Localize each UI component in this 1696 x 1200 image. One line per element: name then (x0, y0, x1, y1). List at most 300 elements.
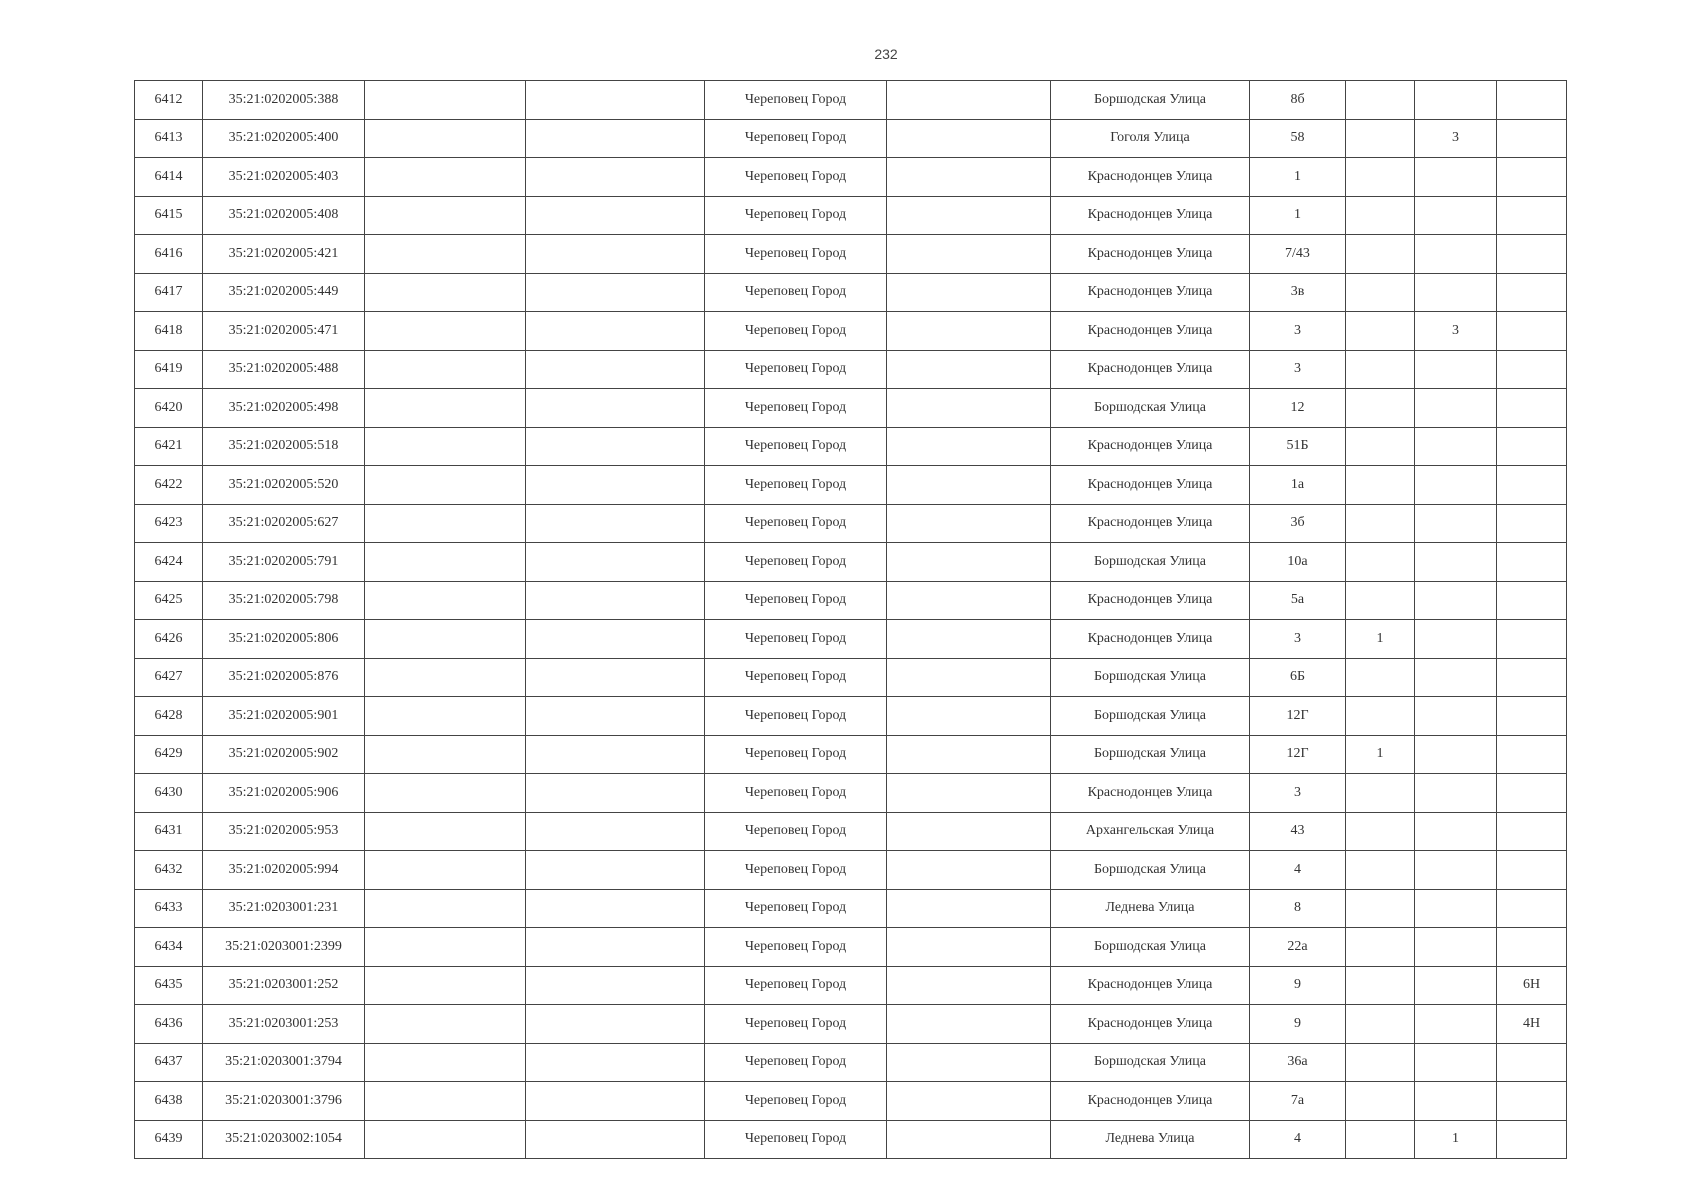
cadastral-number-cell: 35:21:0202005:876 (203, 658, 365, 697)
structure-cell (1415, 196, 1497, 235)
cadastral-number-cell: 35:21:0203001:231 (203, 889, 365, 928)
cadastral-number-cell: 35:21:0202005:498 (203, 389, 365, 428)
premises-cell (1497, 1043, 1567, 1082)
structure-cell (1415, 81, 1497, 120)
blank-cell-c (887, 466, 1051, 505)
structure-cell (1415, 658, 1497, 697)
blank-cell-b (526, 658, 705, 697)
premises-cell (1497, 273, 1567, 312)
structure-cell: 1 (1415, 1120, 1497, 1159)
blank-cell-b (526, 389, 705, 428)
table-row (135, 697, 1567, 736)
cadastral-number-cell: 35:21:0202005:798 (203, 581, 365, 620)
row-number-cell: 6431 (135, 812, 203, 851)
house-cell: 1 (1250, 158, 1346, 197)
house-cell: 4 (1250, 851, 1346, 890)
cadastral-number-cell: 35:21:0202005:471 (203, 312, 365, 351)
house-cell: 6Б (1250, 658, 1346, 697)
blank-cell-b (526, 196, 705, 235)
cadastral-number-cell: 35:21:0202005:906 (203, 774, 365, 813)
cadastral-number-cell: 35:21:0202005:520 (203, 466, 365, 505)
blank-cell-c (887, 158, 1051, 197)
row-number-cell: 6423 (135, 504, 203, 543)
street-cell: Краснодонцев Улица (1051, 158, 1250, 197)
blank-cell-c (887, 543, 1051, 582)
table-row (135, 543, 1567, 582)
row-number-cell: 6420 (135, 389, 203, 428)
cadastral-number-cell: 35:21:0202005:791 (203, 543, 365, 582)
premises-cell (1497, 620, 1567, 659)
street-cell: Краснодонцев Улица (1051, 427, 1250, 466)
settlement-cell: Череповец Город (705, 812, 887, 851)
building-cell (1346, 466, 1415, 505)
settlement-cell: Череповец Город (705, 1043, 887, 1082)
cadastral-number-cell: 35:21:0203001:3794 (203, 1043, 365, 1082)
row-number-cell: 6412 (135, 81, 203, 120)
cadastral-number-cell: 35:21:0202005:994 (203, 851, 365, 890)
settlement-cell: Череповец Город (705, 889, 887, 928)
settlement-cell: Череповец Город (705, 543, 887, 582)
blank-cell-b (526, 273, 705, 312)
building-cell (1346, 119, 1415, 158)
cadastral-number-cell: 35:21:0202005:449 (203, 273, 365, 312)
structure-cell: 3 (1415, 312, 1497, 351)
cadastral-number-cell: 35:21:0203001:252 (203, 966, 365, 1005)
blank-cell-b (526, 1005, 705, 1044)
building-cell (1346, 928, 1415, 967)
building-cell (1346, 1005, 1415, 1044)
blank-cell-a (365, 774, 526, 813)
premises-cell (1497, 774, 1567, 813)
blank-cell-c (887, 1005, 1051, 1044)
table-row (135, 196, 1567, 235)
blank-cell-a (365, 235, 526, 274)
registry-table-body (135, 81, 1567, 1159)
house-cell: 12Г (1250, 697, 1346, 736)
street-cell: Боршодская Улица (1051, 697, 1250, 736)
row-number-cell: 6415 (135, 196, 203, 235)
premises-cell (1497, 812, 1567, 851)
street-cell: Боршодская Улица (1051, 81, 1250, 120)
street-cell: Леднева Улица (1051, 1120, 1250, 1159)
building-cell (1346, 312, 1415, 351)
blank-cell-b (526, 966, 705, 1005)
row-number-cell: 6422 (135, 466, 203, 505)
building-cell (1346, 273, 1415, 312)
premises-cell (1497, 697, 1567, 736)
settlement-cell: Череповец Город (705, 273, 887, 312)
settlement-cell: Череповец Город (705, 735, 887, 774)
building-cell (1346, 966, 1415, 1005)
blank-cell-b (526, 735, 705, 774)
blank-cell-a (365, 928, 526, 967)
page-number: 232 (874, 46, 898, 62)
blank-cell-c (887, 1043, 1051, 1082)
cadastral-number-cell: 35:21:0202005:953 (203, 812, 365, 851)
settlement-cell: Череповец Город (705, 851, 887, 890)
premises-cell (1497, 350, 1567, 389)
premises-cell (1497, 235, 1567, 274)
street-cell: Краснодонцев Улица (1051, 350, 1250, 389)
structure-cell (1415, 697, 1497, 736)
house-cell: 9 (1250, 1005, 1346, 1044)
street-cell: Краснодонцев Улица (1051, 504, 1250, 543)
structure-cell (1415, 812, 1497, 851)
cadastral-number-cell: 35:21:0202005:518 (203, 427, 365, 466)
blank-cell-a (365, 889, 526, 928)
blank-cell-c (887, 504, 1051, 543)
structure-cell (1415, 966, 1497, 1005)
blank-cell-c (887, 1082, 1051, 1121)
structure-cell (1415, 466, 1497, 505)
row-number-cell: 6416 (135, 235, 203, 274)
table-row (135, 1043, 1567, 1082)
row-number-cell: 6419 (135, 350, 203, 389)
building-cell (1346, 889, 1415, 928)
settlement-cell: Череповец Город (705, 466, 887, 505)
table-row (135, 427, 1567, 466)
settlement-cell: Череповец Город (705, 235, 887, 274)
table-row (135, 1082, 1567, 1121)
cadastral-number-cell: 35:21:0203001:3796 (203, 1082, 365, 1121)
street-cell: Краснодонцев Улица (1051, 620, 1250, 659)
table-row (135, 851, 1567, 890)
settlement-cell: Череповец Город (705, 658, 887, 697)
street-cell: Краснодонцев Улица (1051, 196, 1250, 235)
street-cell: Краснодонцев Улица (1051, 235, 1250, 274)
structure-cell (1415, 427, 1497, 466)
structure-cell (1415, 1082, 1497, 1121)
row-number-cell: 6430 (135, 774, 203, 813)
cadastral-number-cell: 35:21:0202005:403 (203, 158, 365, 197)
table-row (135, 658, 1567, 697)
premises-cell (1497, 889, 1567, 928)
blank-cell-c (887, 620, 1051, 659)
structure-cell (1415, 504, 1497, 543)
settlement-cell: Череповец Город (705, 620, 887, 659)
settlement-cell: Череповец Город (705, 389, 887, 428)
building-cell (1346, 1082, 1415, 1121)
house-cell: 8 (1250, 889, 1346, 928)
blank-cell-a (365, 581, 526, 620)
premises-cell: 4Н (1497, 1005, 1567, 1044)
premises-cell (1497, 658, 1567, 697)
blank-cell-a (365, 1082, 526, 1121)
cadastral-number-cell: 35:21:0202005:488 (203, 350, 365, 389)
house-cell: 7/43 (1250, 235, 1346, 274)
house-cell: 12 (1250, 389, 1346, 428)
table-row (135, 81, 1567, 120)
house-cell: 3 (1250, 774, 1346, 813)
blank-cell-a (365, 620, 526, 659)
street-cell: Краснодонцев Улица (1051, 1082, 1250, 1121)
blank-cell-b (526, 1082, 705, 1121)
building-cell (1346, 851, 1415, 890)
building-cell: 1 (1346, 735, 1415, 774)
table-row (135, 928, 1567, 967)
premises-cell (1497, 504, 1567, 543)
premises-cell (1497, 312, 1567, 351)
premises-cell (1497, 158, 1567, 197)
premises-cell (1497, 735, 1567, 774)
structure-cell (1415, 273, 1497, 312)
table-row (135, 389, 1567, 428)
blank-cell-c (887, 312, 1051, 351)
structure-cell (1415, 389, 1497, 428)
row-number-cell: 6426 (135, 620, 203, 659)
blank-cell-a (365, 543, 526, 582)
structure-cell (1415, 158, 1497, 197)
street-cell: Боршодская Улица (1051, 1043, 1250, 1082)
cadastral-number-cell: 35:21:0202005:627 (203, 504, 365, 543)
street-cell: Боршодская Улица (1051, 851, 1250, 890)
building-cell (1346, 389, 1415, 428)
blank-cell-c (887, 774, 1051, 813)
blank-cell-b (526, 158, 705, 197)
structure-cell (1415, 620, 1497, 659)
street-cell: Краснодонцев Улица (1051, 966, 1250, 1005)
house-cell: 3б (1250, 504, 1346, 543)
settlement-cell: Череповец Город (705, 119, 887, 158)
blank-cell-a (365, 1120, 526, 1159)
street-cell: Краснодонцев Улица (1051, 581, 1250, 620)
table-row (135, 312, 1567, 351)
structure-cell (1415, 889, 1497, 928)
street-cell: Краснодонцев Улица (1051, 273, 1250, 312)
blank-cell-a (365, 119, 526, 158)
blank-cell-b (526, 466, 705, 505)
row-number-cell: 6414 (135, 158, 203, 197)
house-cell: 12Г (1250, 735, 1346, 774)
row-number-cell: 6425 (135, 581, 203, 620)
building-cell (1346, 350, 1415, 389)
settlement-cell: Череповец Город (705, 1120, 887, 1159)
row-number-cell: 6432 (135, 851, 203, 890)
street-cell: Краснодонцев Улица (1051, 774, 1250, 813)
blank-cell-c (887, 889, 1051, 928)
row-number-cell: 6429 (135, 735, 203, 774)
blank-cell-c (887, 812, 1051, 851)
building-cell (1346, 427, 1415, 466)
settlement-cell: Череповец Город (705, 81, 887, 120)
blank-cell-c (887, 581, 1051, 620)
row-number-cell: 6421 (135, 427, 203, 466)
cadastral-number-cell: 35:21:0202005:400 (203, 119, 365, 158)
building-cell (1346, 812, 1415, 851)
table-row (135, 966, 1567, 1005)
table-row (135, 350, 1567, 389)
blank-cell-b (526, 1043, 705, 1082)
building-cell (1346, 504, 1415, 543)
building-cell (1346, 1120, 1415, 1159)
blank-cell-a (365, 312, 526, 351)
house-cell: 3в (1250, 273, 1346, 312)
street-cell: Гоголя Улица (1051, 119, 1250, 158)
settlement-cell: Череповец Город (705, 697, 887, 736)
house-cell: 3 (1250, 620, 1346, 659)
blank-cell-c (887, 119, 1051, 158)
house-cell: 10а (1250, 543, 1346, 582)
table-row (135, 504, 1567, 543)
house-cell: 5а (1250, 581, 1346, 620)
blank-cell-c (887, 928, 1051, 967)
table-row (135, 119, 1567, 158)
table-row (135, 889, 1567, 928)
blank-cell-b (526, 928, 705, 967)
blank-cell-b (526, 812, 705, 851)
row-number-cell: 6436 (135, 1005, 203, 1044)
blank-cell-b (526, 1120, 705, 1159)
premises-cell (1497, 119, 1567, 158)
blank-cell-a (365, 1005, 526, 1044)
blank-cell-c (887, 389, 1051, 428)
house-cell: 8б (1250, 81, 1346, 120)
blank-cell-b (526, 774, 705, 813)
blank-cell-b (526, 889, 705, 928)
settlement-cell: Череповец Город (705, 196, 887, 235)
blank-cell-a (365, 504, 526, 543)
row-number-cell: 6437 (135, 1043, 203, 1082)
structure-cell (1415, 1005, 1497, 1044)
blank-cell-c (887, 196, 1051, 235)
blank-cell-c (887, 658, 1051, 697)
street-cell: Боршодская Улица (1051, 735, 1250, 774)
building-cell (1346, 774, 1415, 813)
house-cell: 9 (1250, 966, 1346, 1005)
cadastral-number-cell: 35:21:0203001:2399 (203, 928, 365, 967)
house-cell: 3 (1250, 312, 1346, 351)
blank-cell-a (365, 735, 526, 774)
table-row (135, 1005, 1567, 1044)
table-row (135, 273, 1567, 312)
premises-cell (1497, 389, 1567, 428)
house-cell: 36а (1250, 1043, 1346, 1082)
street-cell: Краснодонцев Улица (1051, 1005, 1250, 1044)
structure-cell (1415, 543, 1497, 582)
settlement-cell: Череповец Город (705, 1082, 887, 1121)
blank-cell-c (887, 966, 1051, 1005)
premises-cell (1497, 196, 1567, 235)
blank-cell-a (365, 851, 526, 890)
row-number-cell: 6418 (135, 312, 203, 351)
building-cell (1346, 543, 1415, 582)
building-cell (1346, 697, 1415, 736)
blank-cell-c (887, 350, 1051, 389)
house-cell: 7а (1250, 1082, 1346, 1121)
cadastral-number-cell: 35:21:0202005:902 (203, 735, 365, 774)
premises-cell (1497, 851, 1567, 890)
blank-cell-b (526, 235, 705, 274)
building-cell: 1 (1346, 620, 1415, 659)
structure-cell: 3 (1415, 119, 1497, 158)
blank-cell-b (526, 119, 705, 158)
blank-cell-b (526, 81, 705, 120)
building-cell (1346, 196, 1415, 235)
cadastral-number-cell: 35:21:0202005:806 (203, 620, 365, 659)
blank-cell-a (365, 81, 526, 120)
blank-cell-b (526, 543, 705, 582)
row-number-cell: 6417 (135, 273, 203, 312)
table-row (135, 1120, 1567, 1159)
street-cell: Боршодская Улица (1051, 928, 1250, 967)
row-number-cell: 6413 (135, 119, 203, 158)
settlement-cell: Череповец Город (705, 774, 887, 813)
structure-cell (1415, 235, 1497, 274)
structure-cell (1415, 1043, 1497, 1082)
blank-cell-c (887, 81, 1051, 120)
structure-cell (1415, 774, 1497, 813)
street-cell: Боршодская Улица (1051, 543, 1250, 582)
settlement-cell: Череповец Город (705, 1005, 887, 1044)
premises-cell (1497, 543, 1567, 582)
cadastral-number-cell: 35:21:0202005:901 (203, 697, 365, 736)
house-cell: 51Б (1250, 427, 1346, 466)
house-cell: 4 (1250, 1120, 1346, 1159)
building-cell (1346, 158, 1415, 197)
street-cell: Леднева Улица (1051, 889, 1250, 928)
table-row (135, 581, 1567, 620)
blank-cell-b (526, 312, 705, 351)
table-row (135, 812, 1567, 851)
premises-cell (1497, 81, 1567, 120)
row-number-cell: 6439 (135, 1120, 203, 1159)
blank-cell-c (887, 235, 1051, 274)
table-row (135, 235, 1567, 274)
row-number-cell: 6433 (135, 889, 203, 928)
blank-cell-b (526, 620, 705, 659)
house-cell: 3 (1250, 350, 1346, 389)
blank-cell-b (526, 851, 705, 890)
settlement-cell: Череповец Город (705, 928, 887, 967)
premises-cell (1497, 427, 1567, 466)
table-row (135, 620, 1567, 659)
row-number-cell: 6428 (135, 697, 203, 736)
settlement-cell: Череповец Город (705, 312, 887, 351)
premises-cell (1497, 581, 1567, 620)
blank-cell-a (365, 389, 526, 428)
blank-cell-a (365, 697, 526, 736)
cadastral-number-cell: 35:21:0202005:388 (203, 81, 365, 120)
building-cell (1346, 658, 1415, 697)
blank-cell-b (526, 581, 705, 620)
blank-cell-a (365, 158, 526, 197)
building-cell (1346, 81, 1415, 120)
cadastral-number-cell: 35:21:0203001:253 (203, 1005, 365, 1044)
row-number-cell: 6424 (135, 543, 203, 582)
premises-cell (1497, 1082, 1567, 1121)
registry-table (134, 80, 1567, 1159)
blank-cell-c (887, 273, 1051, 312)
blank-cell-a (365, 658, 526, 697)
settlement-cell: Череповец Город (705, 504, 887, 543)
blank-cell-a (365, 427, 526, 466)
settlement-cell: Череповец Город (705, 581, 887, 620)
table-row (135, 774, 1567, 813)
building-cell (1346, 581, 1415, 620)
house-cell: 22а (1250, 928, 1346, 967)
blank-cell-a (365, 273, 526, 312)
settlement-cell: Череповец Город (705, 966, 887, 1005)
blank-cell-b (526, 350, 705, 389)
blank-cell-c (887, 1120, 1051, 1159)
settlement-cell: Череповец Город (705, 158, 887, 197)
street-cell: Краснодонцев Улица (1051, 312, 1250, 351)
street-cell: Архангельская Улица (1051, 812, 1250, 851)
blank-cell-b (526, 697, 705, 736)
cadastral-number-cell: 35:21:0203002:1054 (203, 1120, 365, 1159)
structure-cell (1415, 735, 1497, 774)
structure-cell (1415, 851, 1497, 890)
